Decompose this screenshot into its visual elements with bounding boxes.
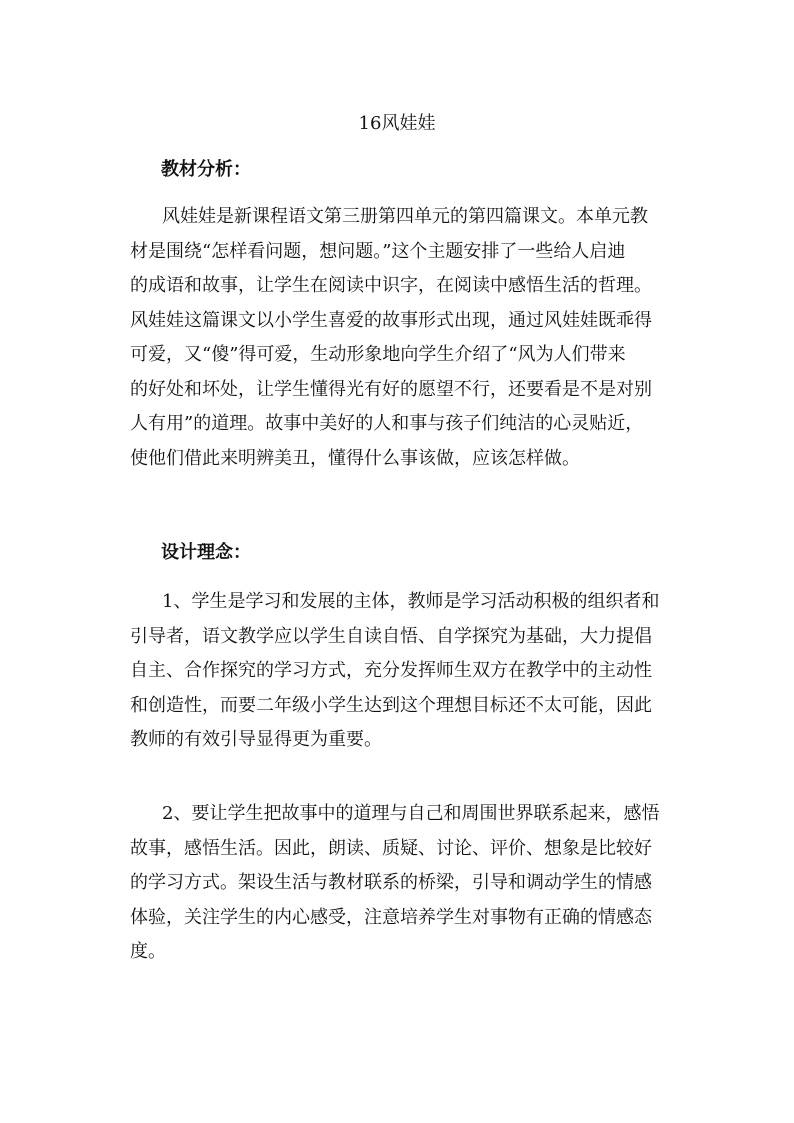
paragraph-line: 故事，感悟生活。因此，朗读、质疑、讨论、评价、想象是比较好 bbox=[130, 837, 652, 859]
paragraph-line: 的成语和故事，让学生在阅读中识字，在阅读中感悟生活的哲理。 bbox=[130, 275, 652, 296]
paragraph-line: 自主、合作探究的学习方式，充分发挥师生双方在教学中的主动性 bbox=[130, 660, 652, 681]
paragraph-line: 人有用”的道理。故事中美好的人和事与孩子们纯洁的心灵贴近， bbox=[130, 413, 644, 434]
paragraph-line: 的学习方式。架设生活与教材联系的桥梁，引导和调动学生的情感 bbox=[130, 872, 652, 893]
paragraph-design-concept-2 bbox=[130, 797, 692, 970]
paragraph-line: 可爱，又“傻”得可爱，生动形象地向学生介绍了“风为人们带来 bbox=[130, 344, 626, 365]
paragraph-line: 风娃娃是新课程语文第三册第四单元的第四篇课文。本单元教 bbox=[162, 206, 648, 227]
paragraph-line: 引导者，语文教学应以学生自读自悟、自学探究为基础，大力提倡 bbox=[130, 625, 652, 647]
paragraph-line: 1、学生是学习和发展的主体，教师是学习活动积极的组织者和 bbox=[162, 591, 660, 612]
paragraph-analysis bbox=[130, 200, 692, 476]
paragraph-line: 体验，关注学生的内心感受，注意培养学生对事物有正确的情感态 bbox=[130, 906, 652, 928]
paragraph-line: 使他们借此来明辨美丑，懂得什么事该做，应该怎样做。 bbox=[130, 447, 580, 469]
paragraph-line: 材是围绕“怎样看问题，想问题。”这个主题安排了一些给人启迪 bbox=[130, 240, 626, 262]
paragraph-line: 和创造性，而要二年级小学生达到这个理想目标还不太可能，因此 bbox=[130, 694, 652, 716]
section-heading-design-concept: 设计理念： bbox=[161, 542, 251, 563]
paragraph-line: 度。 bbox=[130, 941, 166, 962]
document-title: 16风娃娃 bbox=[358, 113, 436, 134]
paragraph-line: 2、要让学生把故事中的道理与自己和周围世界联系起来，感悟 bbox=[162, 803, 660, 824]
paragraph-line: 教师的有效引导显得更为重要。 bbox=[130, 729, 382, 750]
paragraph-design-concept-1 bbox=[130, 585, 692, 758]
section-heading-analysis: 教材分析： bbox=[161, 159, 251, 180]
paragraph-line: 的好处和坏处，让学生懂得光有好的愿望不行，还要看是不是对别 bbox=[130, 378, 652, 400]
paragraph-line: 风娃娃这篇课文以小学生喜爱的故事形式出现，通过风娃娃既乖得 bbox=[130, 309, 652, 331]
